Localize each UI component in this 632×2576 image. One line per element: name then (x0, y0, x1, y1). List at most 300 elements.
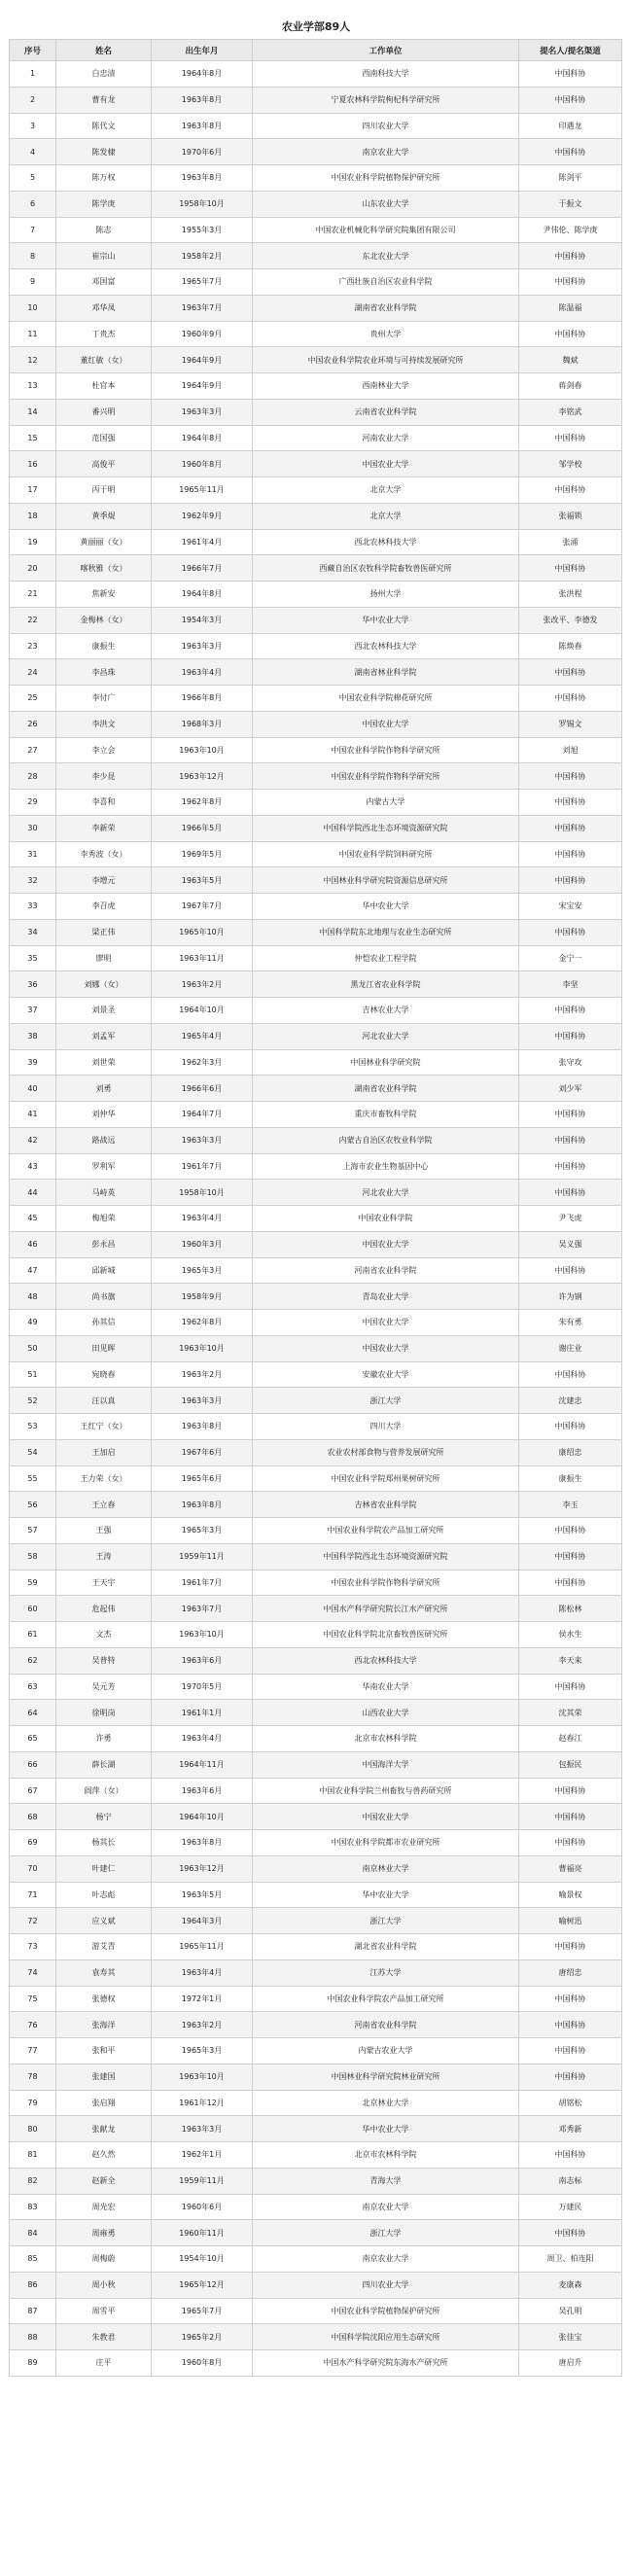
cell-employer: 四川农业大学 (253, 113, 519, 139)
cell-employer: 北京大学 (253, 477, 519, 504)
table-row (10, 2064, 622, 2090)
header-employer: 工作单位 (253, 40, 519, 61)
cell-employer: 北京市农林科学院 (253, 1726, 519, 1752)
cell-employer: 华中农业大学 (253, 894, 519, 920)
cell-nominator: 陈温福 (519, 295, 622, 321)
cell-employer: 西北农林科技大学 (253, 633, 519, 659)
cell-index: 8 (10, 243, 56, 269)
cell-birth: 1964年10月 (152, 1804, 253, 1830)
cell-employer: 四川大学 (253, 1414, 519, 1440)
cell-name: 金梅林（女） (56, 607, 152, 633)
cell-name: 邱新城 (56, 1257, 152, 1284)
cell-index: 59 (10, 1570, 56, 1596)
table-row (10, 1102, 622, 1128)
cell-name: 叶建仁 (56, 1855, 152, 1882)
cell-nominator: 宋宝安 (519, 894, 622, 920)
cell-birth: 1968年3月 (152, 711, 253, 737)
table-row (10, 737, 622, 763)
cell-index: 82 (10, 2168, 56, 2194)
table-row (10, 1908, 622, 1934)
cell-employer: 四川农业大学 (253, 2272, 519, 2298)
cell-birth: 1963年3月 (152, 633, 253, 659)
table-row (10, 1388, 622, 1414)
cell-name: 王涛 (56, 1543, 152, 1570)
cell-name: 许勇 (56, 1726, 152, 1752)
cell-nominator: 沈其荣 (519, 1700, 622, 1726)
cell-birth: 1963年7月 (152, 295, 253, 321)
table-row (10, 763, 622, 790)
table-row (10, 1076, 622, 1102)
cell-birth: 1965年11月 (152, 477, 253, 504)
table-row (10, 1855, 622, 1882)
cell-name: 张献龙 (56, 2116, 152, 2142)
cell-employer: 中国科学院沈阳应用生态研究所 (253, 2324, 519, 2350)
table-row (10, 633, 622, 659)
cell-nominator: 李玉 (519, 1492, 622, 1518)
table-row (10, 2246, 622, 2273)
cell-name: 焦新安 (56, 582, 152, 608)
cell-nominator: 中国科协 (519, 2012, 622, 2038)
cell-birth: 1961年4月 (152, 529, 253, 555)
cell-birth: 1960年3月 (152, 1231, 253, 1257)
cell-nominator: 中国科协 (519, 1830, 622, 1856)
table-row (10, 1959, 622, 1986)
cell-nominator: 罗锡文 (519, 711, 622, 737)
cell-employer: 中国农业科学院棉花研究所 (253, 686, 519, 712)
cell-name: 应义斌 (56, 1908, 152, 1934)
cell-birth: 1964年3月 (152, 1908, 253, 1934)
header-nominator: 提名人/提名渠道 (519, 40, 622, 61)
table-row (10, 87, 622, 113)
cell-index: 58 (10, 1543, 56, 1570)
cell-name: 张和平 (56, 2038, 152, 2064)
cell-nominator: 张福锁 (519, 503, 622, 529)
table-row (10, 1153, 622, 1180)
cell-nominator: 中国科协 (519, 2064, 622, 2090)
cell-employer: 中国科学院东北地理与农业生态研究所 (253, 919, 519, 945)
cell-employer: 西北农林科技大学 (253, 529, 519, 555)
cell-nominator: 中国科协 (519, 790, 622, 816)
cell-employer: 中国农业科学院作物科学研究所 (253, 1570, 519, 1596)
cell-index: 12 (10, 347, 56, 373)
cell-index: 33 (10, 894, 56, 920)
cell-name: 文杰 (56, 1622, 152, 1648)
table-row (10, 503, 622, 529)
table-row (10, 1231, 622, 1257)
table-row (10, 1284, 622, 1310)
cell-index: 73 (10, 1934, 56, 1960)
cell-birth: 1964年8月 (152, 425, 253, 451)
cell-name: 李秀波（女） (56, 841, 152, 867)
cell-employer: 中国水产科学研究院东海水产研究所 (253, 2350, 519, 2377)
cell-nominator: 中国科协 (519, 269, 622, 296)
cell-name: 周雍勇 (56, 2220, 152, 2246)
cell-index: 1 (10, 61, 56, 88)
cell-name: 陈志 (56, 217, 152, 243)
cell-nominator: 中国科协 (519, 1257, 622, 1284)
table-row (10, 998, 622, 1024)
cell-employer: 中国农业科学院北京畜牧兽医研究所 (253, 1622, 519, 1648)
cell-index: 7 (10, 217, 56, 243)
cell-index: 70 (10, 1855, 56, 1882)
cell-birth: 1963年4月 (152, 1959, 253, 1986)
cell-nominator: 中国科协 (519, 2142, 622, 2169)
cell-birth: 1964年8月 (152, 582, 253, 608)
cell-nominator: 中国科协 (519, 841, 622, 867)
cell-employer: 中国科学院西北生态环境资源研究院 (253, 815, 519, 841)
table-row (10, 790, 622, 816)
cell-nominator: 于振文 (519, 191, 622, 217)
cell-name: 李召虎 (56, 894, 152, 920)
cell-birth: 1958年9月 (152, 1284, 253, 1310)
cell-birth: 1963年8月 (152, 1414, 253, 1440)
cell-birth: 1963年8月 (152, 87, 253, 113)
cell-employer: 中国农业科学院饲料研究所 (253, 841, 519, 867)
cell-employer: 内蒙古自治区农牧业科学院 (253, 1127, 519, 1153)
cell-name: 周雪平 (56, 2298, 152, 2324)
cell-index: 85 (10, 2246, 56, 2273)
cell-name: 庄平 (56, 2350, 152, 2377)
table-row (10, 1570, 622, 1596)
cell-name: 叶志彪 (56, 1882, 152, 1908)
table-row (10, 399, 622, 425)
cell-birth: 1963年5月 (152, 867, 253, 894)
cell-birth: 1964年9月 (152, 347, 253, 373)
cell-index: 63 (10, 1674, 56, 1700)
cell-name: 杨宁 (56, 1804, 152, 1830)
cell-name: 徐明岗 (56, 1700, 152, 1726)
table-row (10, 61, 622, 88)
table-row (10, 1465, 622, 1492)
cell-nominator: 中国科协 (519, 1986, 622, 2012)
cell-employer: 华中农业大学 (253, 607, 519, 633)
cell-birth: 1963年8月 (152, 1492, 253, 1518)
cell-nominator: 张洪程 (519, 582, 622, 608)
cell-employer: 西南科技大学 (253, 61, 519, 88)
cell-index: 26 (10, 711, 56, 737)
cell-index: 10 (10, 295, 56, 321)
table-row (10, 1180, 622, 1206)
cell-index: 57 (10, 1518, 56, 1544)
table-row (10, 1674, 622, 1700)
cell-employer: 浙江大学 (253, 2220, 519, 2246)
table-row (10, 1751, 622, 1778)
cell-name: 李昌珠 (56, 659, 152, 686)
table-row (10, 1049, 622, 1076)
cell-name: 刘娜（女） (56, 971, 152, 998)
cell-index: 71 (10, 1882, 56, 1908)
cell-birth: 1964年11月 (152, 1751, 253, 1778)
cell-index: 49 (10, 1310, 56, 1336)
cell-nominator: 李铭武 (519, 399, 622, 425)
cell-nominator: 中国科协 (519, 815, 622, 841)
cell-index: 2 (10, 87, 56, 113)
cell-employer: 中国农业科学院都市农业研究所 (253, 1830, 519, 1856)
cell-name: 高俊平 (56, 451, 152, 477)
cell-name: 王加启 (56, 1439, 152, 1465)
cell-employer: 北京市农林科学院 (253, 2142, 519, 2169)
cell-name: 梁正伟 (56, 919, 152, 945)
cell-nominator: 中国科协 (519, 1674, 622, 1700)
cell-name: 李喜和 (56, 790, 152, 816)
cell-birth: 1960年9月 (152, 321, 253, 347)
cell-birth: 1962年8月 (152, 1310, 253, 1336)
cell-employer: 中国农业科学院植物保护研究所 (253, 2298, 519, 2324)
cell-name: 丙于明 (56, 477, 152, 504)
cell-nominator: 中国科协 (519, 1414, 622, 1440)
cell-name: 杨其长 (56, 1830, 152, 1856)
cell-birth: 1963年8月 (152, 113, 253, 139)
cell-nominator: 沈建忠 (519, 1388, 622, 1414)
cell-nominator: 中国科协 (519, 1543, 622, 1570)
cell-employer: 广西壮族自治区农业科学院 (253, 269, 519, 296)
cell-birth: 1958年10月 (152, 1180, 253, 1206)
cell-name: 刘勇 (56, 1076, 152, 1102)
cell-index: 21 (10, 582, 56, 608)
cell-birth: 1954年3月 (152, 607, 253, 633)
cell-birth: 1958年10月 (152, 191, 253, 217)
cell-employer: 中国农业科学院植物保护研究所 (253, 165, 519, 192)
cell-nominator: 中国科协 (519, 2220, 622, 2246)
cell-employer: 青岛农业大学 (253, 1284, 519, 1310)
cell-birth: 1963年10月 (152, 2064, 253, 2090)
cell-index: 47 (10, 1257, 56, 1284)
cell-index: 50 (10, 1335, 56, 1361)
cell-index: 15 (10, 425, 56, 451)
cell-index: 46 (10, 1231, 56, 1257)
table-row (10, 2116, 622, 2142)
cell-birth: 1965年7月 (152, 2298, 253, 2324)
cell-index: 40 (10, 1076, 56, 1102)
cell-index: 31 (10, 841, 56, 867)
cell-employer: 河南省农业科学院 (253, 1257, 519, 1284)
cell-employer: 东北农业大学 (253, 243, 519, 269)
cell-nominator: 中国科协 (519, 1570, 622, 1596)
table-row (10, 1804, 622, 1830)
table-row (10, 1543, 622, 1570)
cell-nominator: 朱有勇 (519, 1310, 622, 1336)
cell-name: 周光宏 (56, 2194, 152, 2220)
cell-name: 周梅蔚 (56, 2246, 152, 2273)
cell-nominator: 许为钢 (519, 1284, 622, 1310)
cell-index: 56 (10, 1492, 56, 1518)
cell-employer: 中国农业科学院农产品加工研究所 (253, 1518, 519, 1544)
cell-index: 34 (10, 919, 56, 945)
cell-index: 44 (10, 1180, 56, 1206)
cell-nominator: 包振民 (519, 1751, 622, 1778)
table-row (10, 529, 622, 555)
cell-birth: 1970年6月 (152, 139, 253, 165)
table-row (10, 1596, 622, 1622)
cell-employer: 内蒙古大学 (253, 790, 519, 816)
cell-index: 72 (10, 1908, 56, 1934)
cell-birth: 1960年11月 (152, 2220, 253, 2246)
table-row (10, 815, 622, 841)
cell-employer: 中国林业科学研究院林业研究所 (253, 2064, 519, 2090)
cell-index: 23 (10, 633, 56, 659)
cell-name: 赵新全 (56, 2168, 152, 2194)
cell-nominator: 唐绍忠 (519, 1959, 622, 1986)
cell-nominator: 中国科协 (519, 1127, 622, 1153)
cell-birth: 1964年10月 (152, 998, 253, 1024)
cell-name: 刘景圣 (56, 998, 152, 1024)
cell-index: 4 (10, 139, 56, 165)
cell-index: 87 (10, 2298, 56, 2324)
cell-nominator: 中国科协 (519, 919, 622, 945)
cell-name: 赵久然 (56, 2142, 152, 2169)
table-row (10, 1830, 622, 1856)
cell-employer: 华南农业大学 (253, 1674, 519, 1700)
table-row (10, 191, 622, 217)
cell-birth: 1963年3月 (152, 399, 253, 425)
cell-employer: 北京大学 (253, 503, 519, 529)
cell-employer: 湖南省林业科学院 (253, 659, 519, 686)
cell-nominator: 中国科协 (519, 243, 622, 269)
cell-name: 陈代文 (56, 113, 152, 139)
cell-employer: 中国农业科学院作物科学研究所 (253, 763, 519, 790)
cell-employer: 南京农业大学 (253, 2246, 519, 2273)
cell-employer: 中国海洋大学 (253, 1751, 519, 1778)
cell-employer: 上海市农业生物基因中心 (253, 1153, 519, 1180)
cell-birth: 1963年6月 (152, 1647, 253, 1674)
table-row (10, 1414, 622, 1440)
cell-index: 41 (10, 1102, 56, 1128)
cell-birth: 1963年10月 (152, 1335, 253, 1361)
cell-birth: 1965年2月 (152, 2324, 253, 2350)
cell-nominator: 中国科协 (519, 763, 622, 790)
table-row (10, 1882, 622, 1908)
cell-nominator: 陈剑平 (519, 165, 622, 192)
cell-birth: 1965年12月 (152, 2272, 253, 2298)
cell-employer: 仲恺农业工程学院 (253, 945, 519, 971)
cell-index: 78 (10, 2064, 56, 2090)
table-row (10, 1310, 622, 1336)
cell-birth: 1970年5月 (152, 1674, 253, 1700)
cell-nominator: 中国科协 (519, 321, 622, 347)
cell-index: 25 (10, 686, 56, 712)
cell-birth: 1963年2月 (152, 2012, 253, 2038)
cell-employer: 安徽农业大学 (253, 1361, 519, 1388)
cell-name: 阎萍（女） (56, 1778, 152, 1804)
cell-name: 陈万权 (56, 165, 152, 192)
table-row (10, 2324, 622, 2350)
cell-employer: 河南省农业科学院 (253, 2012, 519, 2038)
cell-index: 24 (10, 659, 56, 686)
table-row (10, 686, 622, 712)
cell-employer: 河南农业大学 (253, 425, 519, 451)
page-title: 农业学部89人 (281, 20, 351, 33)
cell-birth: 1960年8月 (152, 451, 253, 477)
cell-name: 朱教君 (56, 2324, 152, 2350)
cell-employer: 重庆市畜牧科学院 (253, 1102, 519, 1128)
cell-name: 陈学庚 (56, 191, 152, 217)
cell-employer: 农业农村部食物与营养发展研究所 (253, 1439, 519, 1465)
table-row (10, 1361, 622, 1388)
cell-index: 75 (10, 1986, 56, 2012)
cell-name: 张建国 (56, 2064, 152, 2090)
cell-nominator: 麦康森 (519, 2272, 622, 2298)
cell-birth: 1965年3月 (152, 1257, 253, 1284)
cell-nominator: 张涌 (519, 529, 622, 555)
cell-birth: 1963年7月 (152, 1596, 253, 1622)
cell-index: 88 (10, 2324, 56, 2350)
cell-employer: 中国农业大学 (253, 1335, 519, 1361)
cell-birth: 1963年2月 (152, 1361, 253, 1388)
cell-employer: 青海大学 (253, 2168, 519, 2194)
table-row (10, 347, 622, 373)
cell-nominator: 南志标 (519, 2168, 622, 2194)
table-row (10, 165, 622, 192)
cell-index: 9 (10, 269, 56, 296)
table-row (10, 2038, 622, 2064)
cell-index: 3 (10, 113, 56, 139)
cell-employer: 扬州大学 (253, 582, 519, 608)
table-row (10, 1726, 622, 1752)
table-row (10, 425, 622, 451)
cell-employer: 山西农业大学 (253, 1700, 519, 1726)
table-row (10, 2012, 622, 2038)
cell-nominator: 周卫、柏连阳 (519, 2246, 622, 2273)
cell-birth: 1966年7月 (152, 555, 253, 582)
table-row (10, 1127, 622, 1153)
table-row (10, 243, 622, 269)
cell-index: 62 (10, 1647, 56, 1674)
cell-employer: 北京林业大学 (253, 2090, 519, 2116)
cell-nominator: 胡铭松 (519, 2090, 622, 2116)
cell-index: 28 (10, 763, 56, 790)
cell-employer: 中国水产科学研究院长江水产研究所 (253, 1596, 519, 1622)
cell-nominator: 唐启升 (519, 2350, 622, 2377)
table-row (10, 295, 622, 321)
cell-nominator: 中国科协 (519, 659, 622, 686)
cell-employer: 江苏大学 (253, 1959, 519, 1986)
cell-birth: 1961年7月 (152, 1570, 253, 1596)
cell-birth: 1966年5月 (152, 815, 253, 841)
cell-name: 罗利军 (56, 1153, 152, 1180)
cell-birth: 1963年4月 (152, 1206, 253, 1232)
cell-nominator: 印遇龙 (519, 113, 622, 139)
cell-birth: 1960年6月 (152, 2194, 253, 2220)
table-row (10, 1622, 622, 1648)
table-row (10, 2194, 622, 2220)
table-row (10, 2298, 622, 2324)
cell-name: 王天宇 (56, 1570, 152, 1596)
cell-birth: 1963年10月 (152, 737, 253, 763)
cell-name: 汪以真 (56, 1388, 152, 1414)
cell-nominator: 喻树迅 (519, 1908, 622, 1934)
cell-nominator: 中国科协 (519, 1153, 622, 1180)
cell-birth: 1969年5月 (152, 841, 253, 867)
cell-nominator: 中国科协 (519, 477, 622, 504)
table-row (10, 139, 622, 165)
table-row (10, 2220, 622, 2246)
nominee-table (9, 39, 622, 2377)
cell-employer: 西藏自治区农牧科学院畜牧兽医研究所 (253, 555, 519, 582)
cell-birth: 1963年4月 (152, 659, 253, 686)
cell-birth: 1964年9月 (152, 373, 253, 400)
cell-name: 曹有龙 (56, 87, 152, 113)
cell-nominator: 康振生 (519, 1465, 622, 1492)
cell-birth: 1954年10月 (152, 2246, 253, 2273)
cell-employer: 中国农业科学院农产品加工研究所 (253, 1986, 519, 2012)
cell-index: 80 (10, 2116, 56, 2142)
cell-nominator: 中国科协 (519, 1023, 622, 1049)
cell-employer: 南京林业大学 (253, 1855, 519, 1882)
cell-index: 81 (10, 2142, 56, 2169)
cell-birth: 1967年6月 (152, 1439, 253, 1465)
cell-employer: 华中农业大学 (253, 2116, 519, 2142)
cell-nominator: 陈松林 (519, 1596, 622, 1622)
